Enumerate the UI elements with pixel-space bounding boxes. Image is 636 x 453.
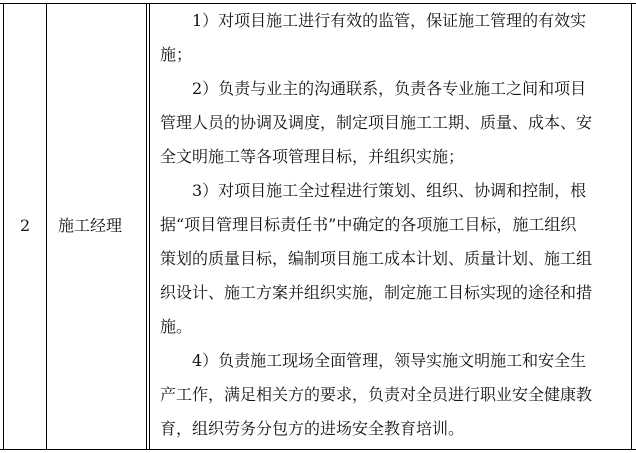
duty-line: 育，组织劳务分包方的进场安全教育培训。 xyxy=(160,419,465,438)
table-top-border xyxy=(0,3,636,4)
duty-line: 施。 xyxy=(160,317,193,336)
column-divider-2 xyxy=(146,3,147,450)
duty-line: 4）负责施工现场全面管理，领导实施文明施工和安全生 xyxy=(192,351,587,370)
duty-line: 3）对项目施工全过程进行策划、组织、协调和控制，根 xyxy=(192,181,587,200)
duty-line: 织设计、施工方案并组织实施，制定施工目标实现的途径和措 xyxy=(160,283,593,302)
column-divider-2-double xyxy=(149,3,150,450)
duty-line: 1）对项目施工进行有效的监管，保证施工管理的有效实 xyxy=(192,11,587,30)
column-divider-1 xyxy=(46,3,47,450)
duty-line: 策划的质量目标，编制项目施工成本计划、质量计划、施工组 xyxy=(160,249,593,268)
duty-line: 全文明施工等各项管理目标，并组织实施； xyxy=(160,147,465,166)
duty-line: 据“项目管理目标责任书”中确定的各项施工目标，施工组织 xyxy=(160,215,577,234)
duty-line: 管理人员的协调及调度，制定项目施工工期、质量、成本、安 xyxy=(160,113,593,132)
row-index: 2 xyxy=(20,216,31,235)
duty-line: 产工作，满足相关方的要求，负责对全员进行职业安全健康教 xyxy=(160,385,593,404)
table-left-border xyxy=(3,3,4,450)
duty-line: 施； xyxy=(160,45,193,64)
duty-line: 2）负责与业主的沟通联系，负责各专业施工之间和项目 xyxy=(192,79,587,98)
table-right-border xyxy=(631,3,632,450)
table-bottom-border xyxy=(0,449,636,450)
role-title: 施工经理 xyxy=(58,216,123,235)
